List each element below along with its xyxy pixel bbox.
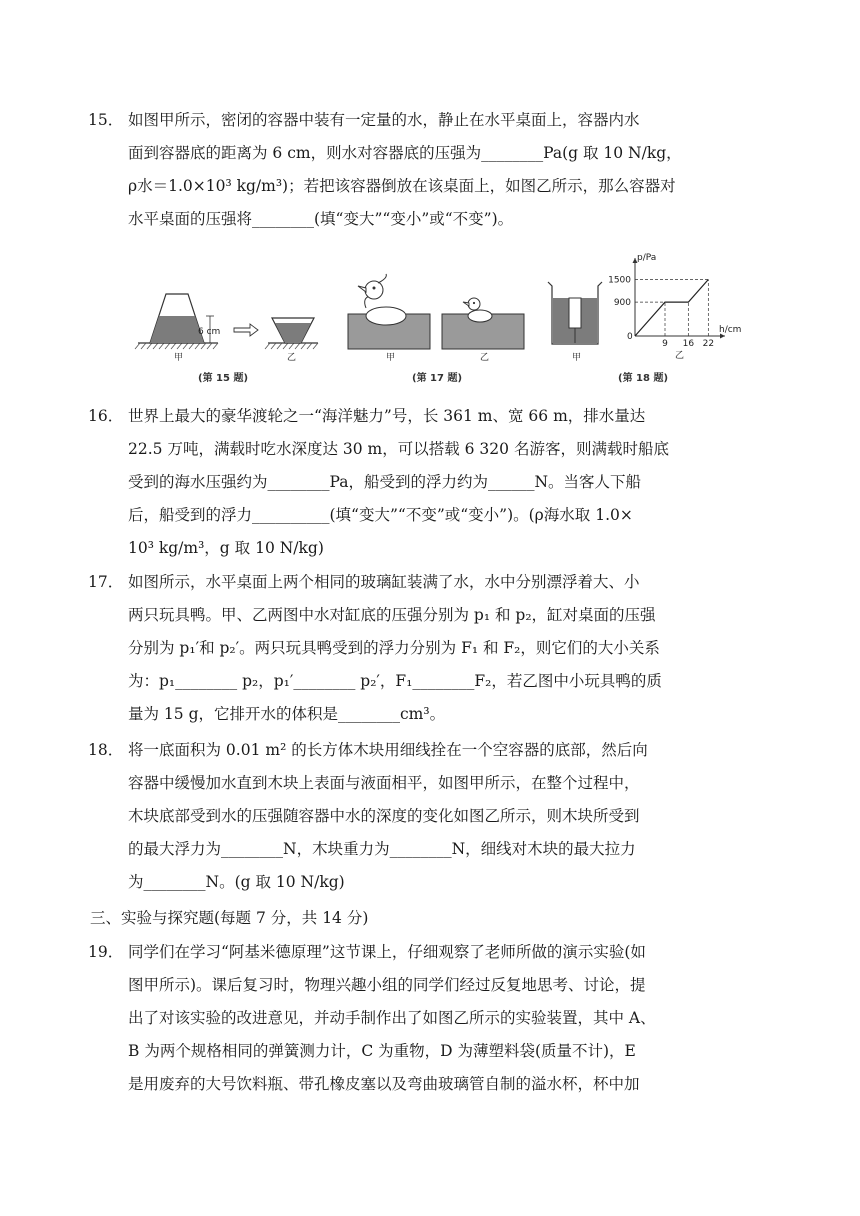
question-text-line: 10³ kg/m³，g 取 10 N/kg): [128, 539, 324, 557]
question-text-line: 出了对该实验的改进意见，并动手制作出了如图乙所示的实验装置，其中 A、: [128, 1009, 656, 1027]
question-text-line: 量为 15 g，它排开水的体积是________cm³。: [128, 705, 446, 723]
label-jia: 甲: [174, 353, 184, 363]
question-text-line: ρ水＝1.0×10³ kg/m³)；若把该容器倒放在该桌面上，如图乙所示，那么容器对: [128, 177, 676, 195]
question-number: 16．: [88, 407, 124, 425]
question-text-line: 水平桌面的压强将________(填“变大”“变小”或“不变”)。: [128, 210, 514, 228]
section-heading: 三、实验与探究题(每题 7 分，共 14 分): [90, 909, 369, 927]
label-yi: 乙: [675, 351, 685, 361]
question-text-line: 为：p₁________ p₂，p₁′________ p₂′，F₁________F₂，若乙图中小玩具鸭的质: [128, 672, 662, 690]
question-text-line: 的最大浮力为________N，木块重力为________N，细线对木块的最大拉力: [128, 840, 636, 858]
wood-block: [569, 298, 581, 328]
label-jia: 甲: [572, 353, 582, 363]
caption-15: (第 15 题): [198, 373, 249, 384]
question-text-line: 图甲所示)。课后复习时，物理兴趣小组的同学们经过反复地思考、讨论，提: [128, 976, 646, 994]
figures-row: [130, 248, 770, 390]
question-text-line: 如图甲所示，密闭的容器中装有一定量的水，静止在水平桌面上，容器内水: [128, 111, 640, 129]
question-text-line: 22.5 万吨，满载时吃水深度达 30 m，可以搭载 6 320 名游客，则满载时船底: [128, 440, 669, 458]
label-yi: 乙: [480, 353, 490, 363]
y-axis-label: p/Pa: [637, 253, 657, 263]
question-number: 19．: [88, 943, 124, 961]
x-tick-label: 22: [702, 339, 715, 349]
depth-label: 6 cm: [198, 327, 221, 337]
question-text-line: 后，船受到的浮力__________(填“变大”“不变”或“变小”)。(ρ海水取 1.0×: [128, 506, 633, 524]
label-yi: 乙: [287, 353, 297, 363]
question-text-line: 两只玩具鸭。甲、乙两图中水对缸底的压强分别为 p₁ 和 p₂，缸对桌面的压强: [128, 606, 656, 624]
big-duck-body: [366, 307, 406, 325]
x-tick-label: 9: [662, 339, 668, 349]
question-text-line: 世界上最大的豪华渡轮之一“海洋魅力”号，长 361 m、宽 66 m，排水量达: [128, 407, 646, 425]
question-text-line: 同学们在学习“阿基米德原理”这节课上，仔细观察了老师所做的演示实验(如: [128, 943, 646, 961]
origin-label: 0: [627, 332, 633, 342]
question-text-line: 是用废弃的大号饮料瓶、带孔橡皮塞以及弯曲玻璃管自制的溢水杯，杯中加: [128, 1075, 640, 1093]
question-text-line: 容器中缓慢加水直到木块上表面与液面相平，如图甲所示，在整个过程中，: [128, 774, 640, 792]
question-number: 18．: [88, 741, 124, 759]
label-jia: 甲: [386, 353, 396, 363]
big-duck-head: [365, 281, 383, 299]
y-tick-label: 900: [613, 298, 631, 309]
caption-17: (第 17 题): [412, 373, 463, 384]
question-text-line: B 为两个规格相同的弹簧测力计，C 为重物，D 为薄塑料袋(质量不计)，E: [128, 1042, 636, 1060]
question-text-line: 木块底部受到水的压强随容器中水的深度的变化如图乙所示，则木块所受到: [128, 807, 640, 825]
caption-18: (第 18 题): [618, 373, 669, 384]
figure-17: [348, 274, 524, 384]
question-number: 17．: [88, 573, 124, 591]
y-tick-label: 1500: [608, 275, 631, 286]
figure-15: [135, 294, 318, 384]
small-duck-body: [468, 310, 492, 322]
question-15: [88, 104, 732, 236]
question-18: [88, 734, 732, 899]
pressure-depth-chart: [608, 253, 741, 349]
question-text-line: 如图所示，水平桌面上两个相同的玻璃缸装满了水，水中分别漂浮着大、小: [128, 573, 640, 591]
question-text-line: 分别为 p₁′和 p₂′。两只玩具鸭受到的浮力分别为 F₁ 和 F₂，则它们的大小关系: [128, 639, 660, 657]
question-16: [88, 400, 732, 565]
question-text-line: 将一底面积为 0.01 m² 的长方体木块用细线拴在一个空容器的底部，然后向: [128, 741, 648, 759]
x-tick-label: 16: [682, 339, 695, 349]
question-text-line: 面到容器底的距离为 6 cm，则水对容器底的压强为________Pa(g 取 10 N/kg，: [128, 144, 682, 162]
question-19: [88, 936, 732, 1101]
x-axis-label: h/cm: [719, 325, 742, 335]
question-17: [88, 566, 732, 731]
series-line: [635, 280, 708, 336]
figure-18: [548, 253, 741, 384]
question-text-line: 受到的海水压强约为________Pa，船受到的浮力约为______N。当客人下船: [128, 473, 642, 491]
figures-svg: [130, 248, 770, 390]
question-number: 15．: [88, 111, 124, 129]
question-text-line: 为________N。(g 取 10 N/kg): [128, 873, 345, 891]
